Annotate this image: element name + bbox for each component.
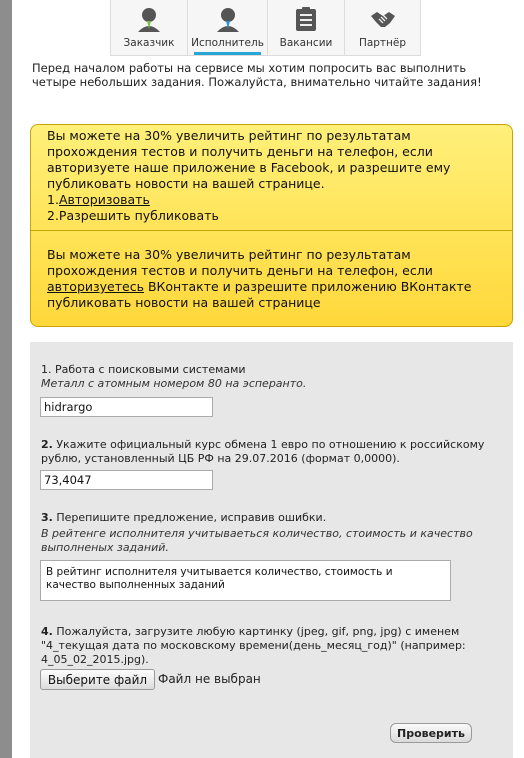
tab-customer[interactable] bbox=[111, 0, 188, 55]
authorize-link[interactable]: Авторизовать bbox=[58, 192, 150, 207]
step1-prefix: 1. bbox=[47, 192, 59, 207]
left-strip bbox=[0, 0, 12, 758]
q1-title: 1. Работа с поисковыми системами bbox=[41, 363, 246, 376]
q2-block bbox=[41, 438, 501, 466]
publish-step: 2.Разрешить публиковать bbox=[47, 208, 219, 223]
vk-section bbox=[47, 247, 502, 311]
q3-title: Перепишите предложение, исправив ошибки. bbox=[52, 511, 327, 524]
q4-number: 4. bbox=[41, 625, 53, 638]
q2-title: Укажите официальный курс обмена 1 евро по отношению к российскому рублю, установленный ЦБ РФ на 29.07.2016 (формат 0,0000). bbox=[41, 438, 485, 465]
q1-block bbox=[41, 363, 501, 391]
q1-answer-input[interactable] bbox=[40, 397, 213, 417]
q4-title: Пожалуйста, загрузите любую картинку (jpeg, gif, png, jpg) с именем "4_текущая дата по московскому времени(день_месяц_год)" (например: 4_05_02_2015.jpg). bbox=[41, 625, 466, 666]
vk-auth-link[interactable]: авторизуетесь bbox=[47, 279, 144, 294]
q2-answer-input[interactable] bbox=[40, 470, 213, 490]
vacancies-icon bbox=[293, 6, 319, 32]
tab-partner[interactable] bbox=[345, 0, 420, 55]
q3-number: 3. bbox=[41, 511, 53, 524]
vk-text-after: ВКонтакте и разрешите приложению ВКонтакте публиковать новости на вашей странице bbox=[47, 279, 472, 310]
file-status: Файл не выбран bbox=[158, 672, 261, 686]
tasks-panel bbox=[30, 342, 513, 758]
q2-number: 2. bbox=[41, 438, 53, 451]
facebook-text: Вы можете на 30% увеличить рейтинг по результатам прохождения тестов и получить деньги на телефон, если авторизуете наше приложение в Facebook, и разрешите ему публиковать новости на вашей странице. bbox=[47, 128, 451, 191]
tab-executor[interactable] bbox=[188, 0, 268, 55]
tab-label: Вакансии bbox=[279, 37, 333, 49]
tab-label: Исполнитель bbox=[191, 37, 264, 49]
facebook-section bbox=[47, 125, 502, 224]
divider bbox=[31, 230, 512, 231]
q1-hint: Металл с атомным номером 80 на эсперанто. bbox=[41, 377, 307, 390]
tab-label: Заказчик bbox=[123, 37, 175, 49]
vk-text-before: Вы можете на 30% увеличить рейтинг по результатам прохождения тестов и получить деньги на телефон, если bbox=[47, 247, 433, 278]
q3-answer-textarea[interactable] bbox=[40, 560, 451, 601]
intro-text: Перед началом работы на сервисе мы хотим попросить вас выполнить четыре небольших задания. Пожалуйста, внимательно читайте задания! bbox=[32, 61, 482, 89]
q4-block bbox=[41, 625, 501, 667]
active-tab-indicator bbox=[194, 52, 261, 55]
tab-vacancies[interactable] bbox=[268, 0, 345, 55]
customer-icon bbox=[136, 6, 162, 32]
top-tabs bbox=[110, 0, 421, 56]
check-button[interactable]: Проверить bbox=[390, 723, 472, 743]
social-auth-box bbox=[30, 124, 513, 327]
tab-label: Партнёр bbox=[358, 37, 407, 49]
q3-hint: В рейтенге исполнителя учитываеться количество, стоимость и качество выполненых заданий. bbox=[41, 527, 473, 554]
q3-block bbox=[41, 511, 501, 555]
executor-icon bbox=[215, 6, 241, 32]
choose-file-button[interactable]: Выберите файл bbox=[40, 669, 155, 690]
handshake-icon bbox=[370, 6, 396, 32]
